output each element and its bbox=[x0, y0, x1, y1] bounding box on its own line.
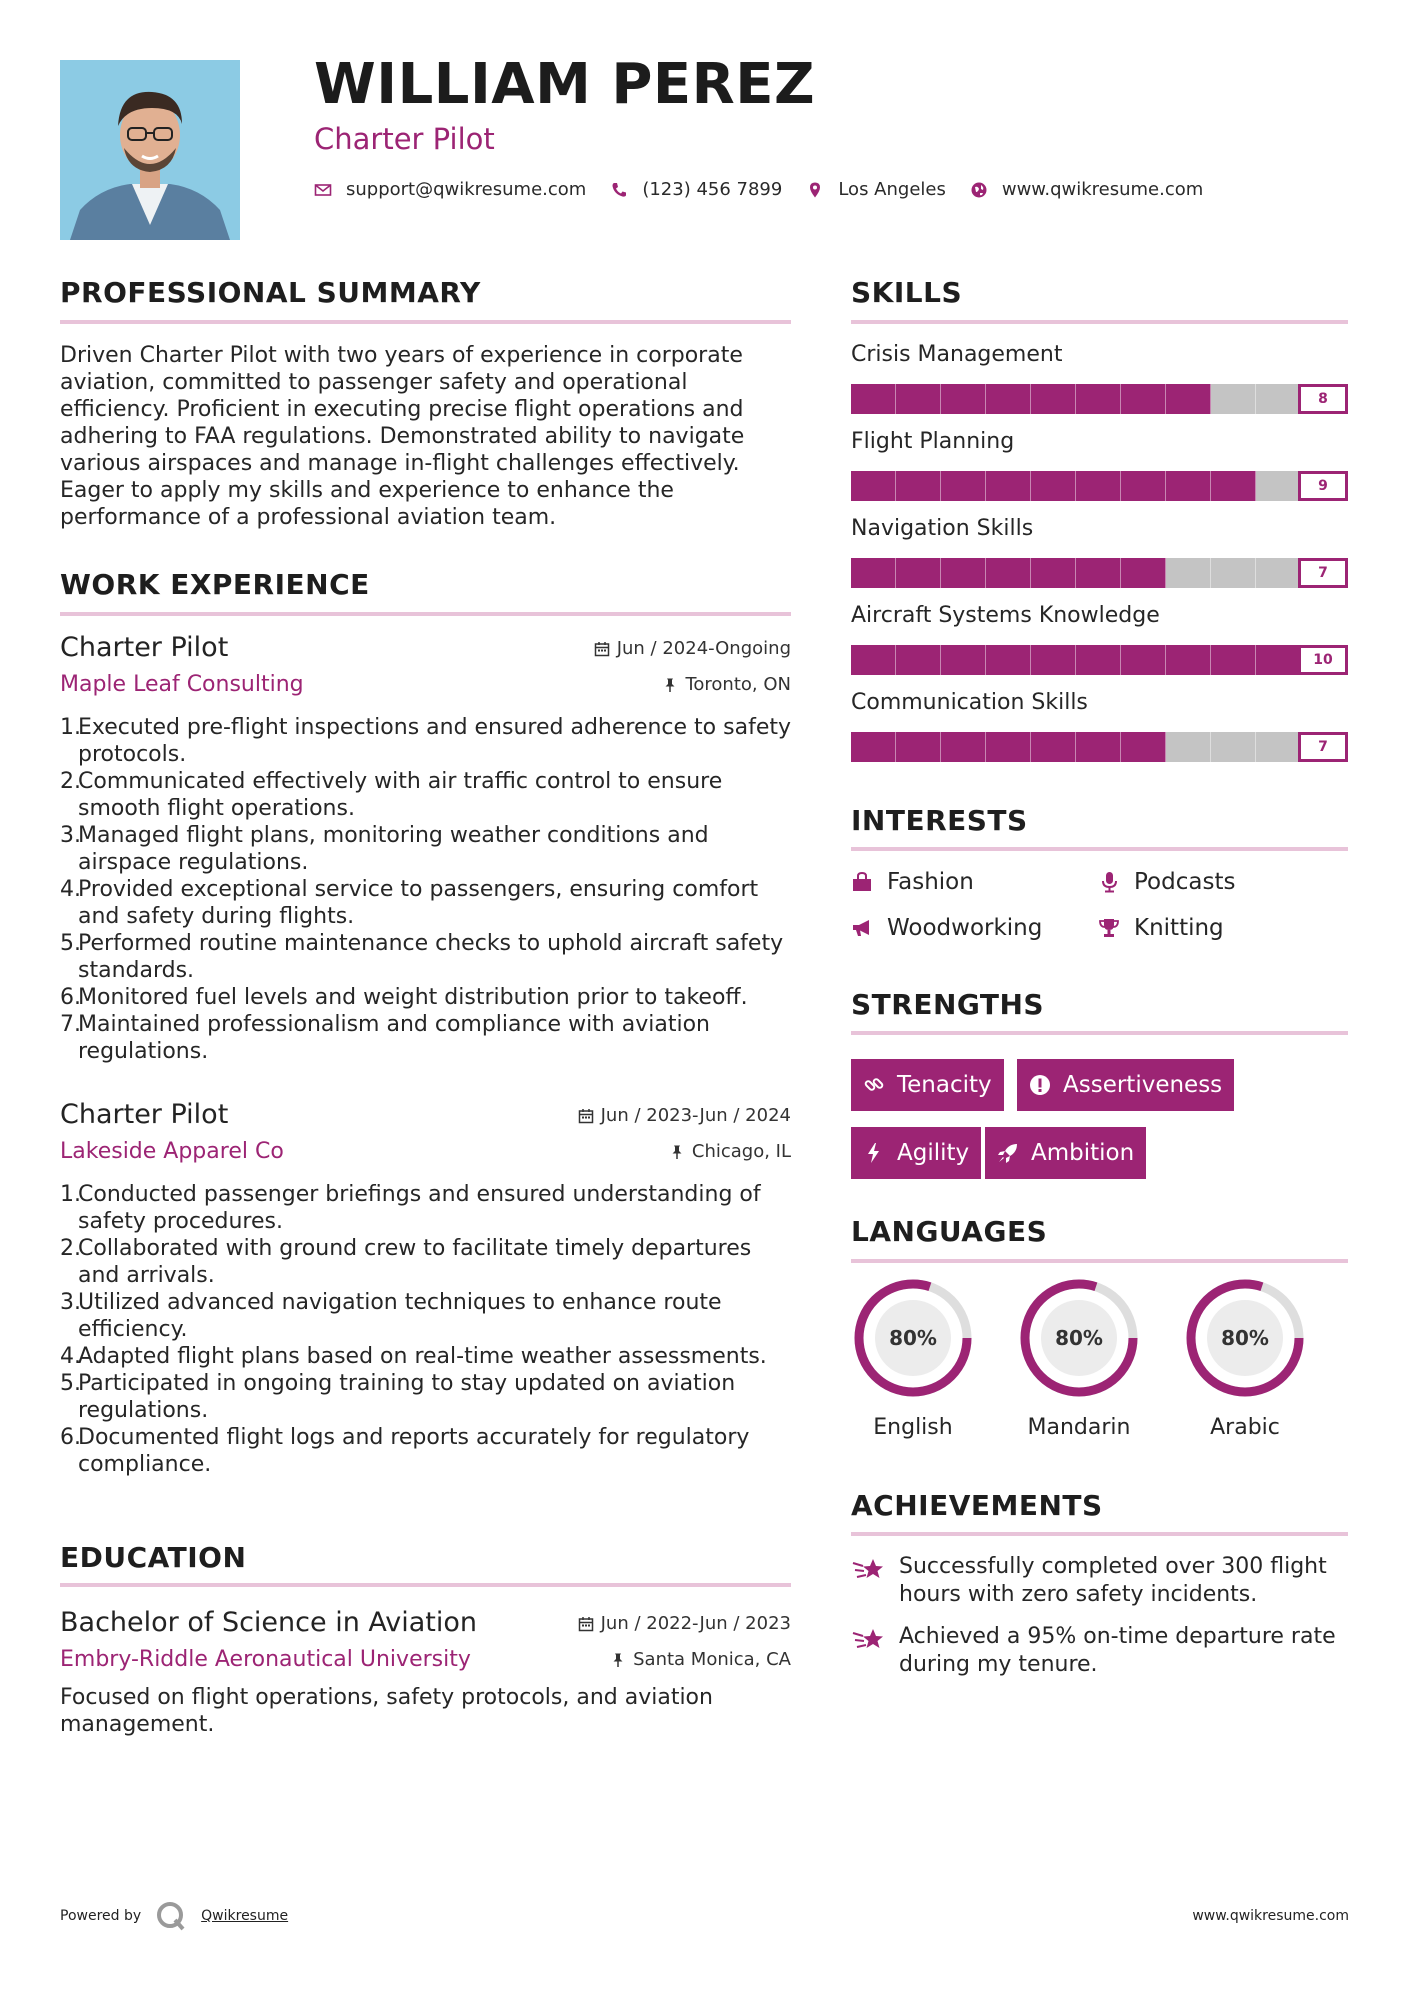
list-item: 4. Adapted flight plans based on real-time weather assessments. bbox=[60, 1344, 767, 1369]
achievement-item bbox=[851, 1623, 1351, 1679]
pushpin-icon bbox=[610, 1652, 626, 1668]
strength-label: Tenacity bbox=[897, 1072, 992, 1098]
calendar-icon bbox=[594, 641, 610, 657]
bullhorn-icon bbox=[851, 917, 873, 939]
skill-segment bbox=[986, 471, 1031, 501]
experience-heading: WORK EXPERIENCE bbox=[60, 568, 370, 601]
skill-segment bbox=[1121, 645, 1166, 675]
shooting-star-icon bbox=[851, 1555, 885, 1585]
skill-segment bbox=[1166, 558, 1211, 588]
skill-segment bbox=[1211, 645, 1256, 675]
degree-title: Bachelor of Science in Aviation bbox=[60, 1607, 478, 1638]
skill-name: Flight Planning bbox=[851, 429, 1015, 454]
language-progress-ring bbox=[1016, 1275, 1142, 1401]
strength-tag bbox=[985, 1127, 1146, 1179]
job-role: Charter Pilot bbox=[60, 1099, 229, 1130]
skill-level-bar bbox=[851, 645, 1348, 675]
language-percent: 80% bbox=[889, 1326, 937, 1350]
skill-segment bbox=[896, 558, 941, 588]
skill-segment bbox=[1076, 471, 1121, 501]
skill-segment bbox=[1256, 471, 1301, 501]
exclamation-circle-icon bbox=[1029, 1074, 1051, 1096]
skill-score: 9 bbox=[1298, 471, 1348, 501]
skill-name: Navigation Skills bbox=[851, 516, 1034, 541]
interests-heading: INTERESTS bbox=[851, 804, 1028, 837]
interest-label: Podcasts bbox=[1134, 869, 1236, 895]
skill-segment bbox=[986, 384, 1031, 414]
skill-score: 10 bbox=[1298, 645, 1348, 675]
skill-segment bbox=[851, 645, 896, 675]
strengths-divider bbox=[851, 1031, 1348, 1035]
education-heading: EDUCATION bbox=[60, 1541, 247, 1574]
education-entry-header bbox=[60, 1607, 791, 1687]
strength-tag bbox=[1017, 1059, 1234, 1111]
skill-name: Crisis Management bbox=[851, 342, 1063, 367]
skill-segment bbox=[941, 732, 986, 762]
skill-segment bbox=[941, 558, 986, 588]
skill-segment bbox=[1256, 558, 1301, 588]
job-date-text: Jun / 2023-Jun / 2024 bbox=[600, 1105, 791, 1126]
skill-segment bbox=[1166, 384, 1211, 414]
skill-segment bbox=[986, 732, 1031, 762]
job-company: Maple Leaf Consulting bbox=[60, 672, 304, 697]
language-item bbox=[1180, 1275, 1310, 1440]
education-location bbox=[610, 1649, 791, 1670]
contact-email-text: support@qwikresume.com bbox=[346, 179, 587, 200]
job-responsibilities-list bbox=[60, 1181, 795, 1478]
rocket-icon bbox=[997, 1142, 1019, 1164]
interest-item bbox=[851, 869, 974, 895]
pushpin-icon bbox=[662, 677, 678, 693]
list-item: 2. Communicated effectively with air traffic control to ensure smooth flight operations. bbox=[60, 769, 723, 821]
skill-score: 7 bbox=[1298, 732, 1348, 762]
globe-icon bbox=[970, 181, 988, 199]
skill-segment bbox=[1076, 558, 1121, 588]
skill-segment bbox=[1166, 471, 1211, 501]
skill-segment bbox=[1166, 732, 1211, 762]
skill-segment bbox=[1256, 384, 1301, 414]
skill-segment bbox=[1121, 558, 1166, 588]
job-company: Lakeside Apparel Co bbox=[60, 1139, 284, 1164]
skill-segment bbox=[986, 558, 1031, 588]
skill-name: Aircraft Systems Knowledge bbox=[851, 603, 1160, 628]
interest-item bbox=[851, 915, 1042, 941]
shopping-bag-icon bbox=[851, 871, 873, 893]
interest-label: Woodworking bbox=[887, 915, 1043, 941]
interest-label: Knitting bbox=[1134, 915, 1224, 941]
achievement-item bbox=[851, 1553, 1351, 1609]
list-item: 2. Collaborated with ground crew to facilitate timely departures and arrivals. bbox=[60, 1236, 752, 1288]
skill-segment bbox=[941, 384, 986, 414]
phone-icon bbox=[610, 181, 628, 199]
skill-level-bar bbox=[851, 384, 1348, 414]
contact-email[interactable] bbox=[314, 179, 586, 200]
languages-heading: LANGUAGES bbox=[851, 1215, 1048, 1248]
skill-segment bbox=[1211, 384, 1256, 414]
skill-segment bbox=[1121, 732, 1166, 762]
shooting-star-icon bbox=[851, 1625, 885, 1655]
portrait-illustration bbox=[60, 60, 240, 240]
education-description: Focused on flight operations, safety protocols, and aviation management. bbox=[60, 1685, 713, 1737]
strength-tag bbox=[851, 1127, 981, 1179]
skill-score: 7 bbox=[1298, 558, 1348, 588]
interest-label: Fashion bbox=[887, 869, 974, 895]
skill-name: Communication Skills bbox=[851, 690, 1088, 715]
strength-label: Assertiveness bbox=[1063, 1072, 1223, 1098]
list-item: 1. Executed pre-flight inspections and ensured adherence to safety protocols. bbox=[60, 715, 792, 767]
job-date bbox=[594, 638, 791, 659]
contact-website[interactable] bbox=[970, 179, 1203, 200]
interests-divider bbox=[851, 847, 1348, 851]
qwikresume-link[interactable]: Qwikresume bbox=[201, 1908, 289, 1924]
skill-segment bbox=[896, 732, 941, 762]
candidate-name: WILLIAM PEREZ bbox=[314, 52, 816, 117]
skill-segment bbox=[986, 645, 1031, 675]
education-location-text: Santa Monica, CA bbox=[633, 1649, 791, 1670]
strength-label: Agility bbox=[897, 1140, 970, 1166]
skill-segment bbox=[1076, 384, 1121, 414]
skill-item bbox=[851, 342, 1348, 414]
skill-segment bbox=[1166, 645, 1211, 675]
skill-segment bbox=[896, 471, 941, 501]
skill-segment bbox=[1211, 558, 1256, 588]
skill-segment bbox=[1211, 471, 1256, 501]
job-location bbox=[662, 674, 791, 695]
education-date-text: Jun / 2022-Jun / 2023 bbox=[600, 1613, 791, 1634]
skill-score: 8 bbox=[1298, 384, 1348, 414]
experience-divider bbox=[60, 612, 791, 616]
skill-segment bbox=[1121, 471, 1166, 501]
list-item: 6. Documented flight logs and reports accurately for regulatory compliance. bbox=[60, 1425, 750, 1477]
language-name: English bbox=[873, 1415, 953, 1440]
list-item: 6. Monitored fuel levels and weight distribution prior to takeoff. bbox=[60, 985, 748, 1010]
language-name: Arabic bbox=[1210, 1415, 1280, 1440]
map-marker-icon bbox=[806, 181, 824, 199]
languages-divider bbox=[851, 1259, 1348, 1263]
contact-phone[interactable] bbox=[610, 179, 782, 200]
list-item: 3. Utilized advanced navigation techniques to enhance route efficiency. bbox=[60, 1290, 722, 1342]
skill-segment bbox=[1031, 645, 1076, 675]
language-name: Mandarin bbox=[1027, 1415, 1131, 1440]
skill-segment bbox=[1121, 384, 1166, 414]
link-icon bbox=[863, 1074, 885, 1096]
education-divider bbox=[60, 1583, 791, 1587]
list-item: 7. Maintained professionalism and compliance with aviation regulations. bbox=[60, 1012, 710, 1064]
calendar-icon bbox=[578, 1108, 594, 1124]
summary-heading: PROFESSIONAL SUMMARY bbox=[60, 276, 481, 309]
summary-divider bbox=[60, 320, 791, 324]
job-responsibilities-list bbox=[60, 714, 795, 1065]
skill-segment bbox=[896, 645, 941, 675]
language-progress-ring bbox=[850, 1275, 976, 1401]
skill-segment bbox=[941, 645, 986, 675]
strength-tag bbox=[851, 1059, 1004, 1111]
contact-location bbox=[806, 179, 946, 200]
education-date bbox=[578, 1613, 791, 1634]
skills-heading: SKILLS bbox=[851, 276, 963, 309]
job-date bbox=[578, 1105, 791, 1126]
skill-segment bbox=[1031, 732, 1076, 762]
school-name: Embry-Riddle Aeronautical University bbox=[60, 1647, 471, 1672]
powered-by-label: Powered by bbox=[60, 1908, 142, 1924]
job-location-text: Toronto, ON bbox=[685, 674, 791, 695]
job-entry-header bbox=[60, 632, 791, 712]
interest-item bbox=[1098, 869, 1235, 895]
language-percent: 80% bbox=[1055, 1326, 1103, 1350]
summary-text: Driven Charter Pilot with two years of experience in corporate aviation, committed to passenger safety and operational efficiency. Proficient in executing precise flight operations and adhering to FAA regulations. Demonstrated ability to navigate various airspaces and manage in-flight challenges effectively. Eager to apply my skills and experience to enhance the performance of a professional aviation team. bbox=[60, 343, 745, 530]
job-location bbox=[669, 1141, 791, 1162]
list-item: 3. Managed flight plans, monitoring weather conditions and airspace regulations. bbox=[60, 823, 709, 875]
language-item bbox=[1014, 1275, 1144, 1440]
language-progress-ring bbox=[1182, 1275, 1308, 1401]
skills-divider bbox=[851, 320, 1348, 324]
skill-segment bbox=[1211, 732, 1256, 762]
envelope-icon bbox=[314, 181, 332, 199]
skill-item bbox=[851, 516, 1348, 588]
pushpin-icon bbox=[669, 1144, 685, 1160]
achievements-heading: ACHIEVEMENTS bbox=[851, 1489, 1103, 1522]
achievements-divider bbox=[851, 1532, 1348, 1536]
skill-segment bbox=[1031, 471, 1076, 501]
skill-segment bbox=[851, 558, 896, 588]
interest-item bbox=[1098, 915, 1224, 941]
trophy-icon bbox=[1098, 917, 1120, 939]
footer-branding bbox=[60, 1900, 288, 1932]
skill-segment bbox=[851, 732, 896, 762]
calendar-icon bbox=[578, 1616, 594, 1632]
strength-label: Ambition bbox=[1031, 1140, 1135, 1166]
skill-segment bbox=[851, 471, 896, 501]
job-role: Charter Pilot bbox=[60, 632, 229, 663]
job-entry-header bbox=[60, 1099, 791, 1179]
skill-segment bbox=[1256, 732, 1301, 762]
skill-level-bar bbox=[851, 471, 1348, 501]
skill-level-bar bbox=[851, 732, 1348, 762]
skill-segment bbox=[1031, 558, 1076, 588]
strengths-heading: STRENGTHS bbox=[851, 988, 1045, 1021]
job-date-text: Jun / 2024-Ongoing bbox=[616, 638, 791, 659]
achievement-text: Successfully completed over 300 flight hours with zero safety incidents. bbox=[899, 1554, 1327, 1607]
footer-website[interactable]: www.qwikresume.com bbox=[1192, 1908, 1349, 1924]
microphone-icon bbox=[1098, 871, 1120, 893]
skill-segment bbox=[1076, 732, 1121, 762]
candidate-title: Charter Pilot bbox=[314, 122, 495, 156]
skill-level-bar bbox=[851, 558, 1348, 588]
skill-item bbox=[851, 690, 1348, 762]
contact-phone-text: (123) 456 7899 bbox=[642, 179, 783, 200]
achievement-text: Achieved a 95% on-time departure rate during my tenure. bbox=[899, 1624, 1336, 1677]
skill-segment bbox=[1256, 645, 1301, 675]
skill-segment bbox=[941, 471, 986, 501]
list-item: 5. Participated in ongoing training to stay updated on aviation regulations. bbox=[60, 1371, 736, 1423]
skill-segment bbox=[1076, 645, 1121, 675]
language-percent: 80% bbox=[1221, 1326, 1269, 1350]
contact-website-text: www.qwikresume.com bbox=[1001, 179, 1204, 200]
skill-segment bbox=[851, 384, 896, 414]
skill-item bbox=[851, 603, 1348, 675]
skill-segment bbox=[896, 384, 941, 414]
bolt-icon bbox=[863, 1142, 885, 1164]
skill-item bbox=[851, 429, 1348, 501]
language-item bbox=[848, 1275, 978, 1440]
list-item: 1. Conducted passenger briefings and ensured understanding of safety procedures. bbox=[60, 1182, 761, 1234]
profile-photo bbox=[60, 60, 240, 240]
skill-segment bbox=[1031, 384, 1076, 414]
list-item: 4. Provided exceptional service to passengers, ensuring comfort and safety during flights. bbox=[60, 877, 759, 929]
job-location-text: Chicago, IL bbox=[691, 1141, 791, 1162]
list-item: 5. Performed routine maintenance checks to uphold aircraft safety standards. bbox=[60, 931, 784, 983]
contact-bar bbox=[314, 179, 1227, 200]
contact-location-text: Los Angeles bbox=[838, 179, 946, 200]
qwikresume-logo-icon bbox=[155, 1900, 187, 1932]
